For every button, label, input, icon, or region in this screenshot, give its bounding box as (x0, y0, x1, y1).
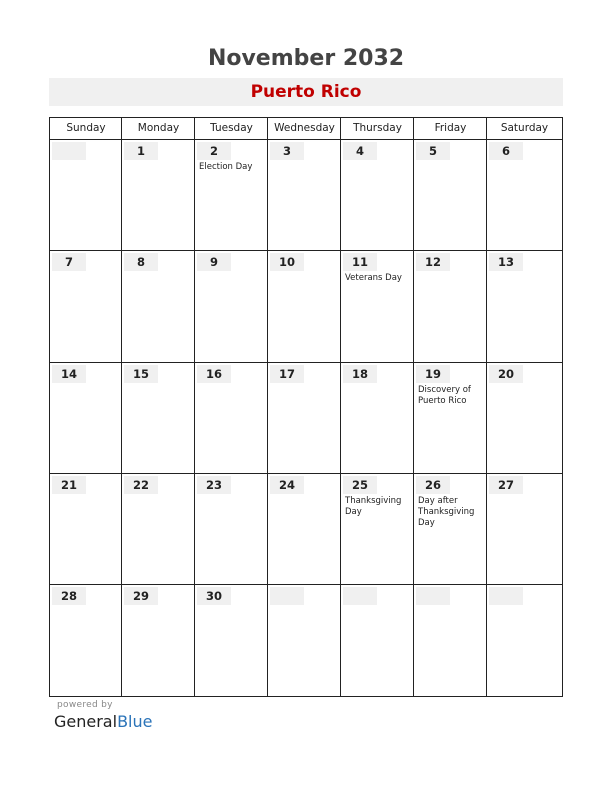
calendar-day-cell[interactable] (195, 363, 268, 474)
calendar-day-cell[interactable] (341, 140, 414, 251)
calendar-day-cell[interactable] (50, 251, 122, 363)
day-number: 18 (343, 365, 377, 383)
day-number (52, 142, 86, 160)
logo-text-general: General (54, 712, 118, 731)
calendar-day-cell[interactable] (195, 251, 268, 363)
day-number: 29 (124, 587, 158, 605)
calendar-day-cell[interactable] (122, 474, 195, 585)
day-number: 22 (124, 476, 158, 494)
holiday-label: Thanksgiving Day (345, 496, 402, 517)
calendar-day-cell[interactable] (487, 585, 562, 696)
weekday-header-friday: Friday (434, 122, 467, 134)
day-number: 1 (124, 142, 158, 160)
calendar-day-cell[interactable] (122, 363, 195, 474)
calendar-title: November 2032 (207, 46, 405, 71)
day-number: 19 (416, 365, 450, 383)
calendar-day-cell[interactable] (414, 251, 487, 363)
day-number: 25 (343, 476, 377, 494)
calendar-day-cell[interactable] (414, 140, 487, 251)
holiday-label: Discovery of Puerto Rico (418, 385, 471, 406)
calendar-day-cell[interactable] (195, 474, 268, 585)
calendar-day-cell[interactable] (414, 585, 487, 696)
calendar-day-cell[interactable] (341, 474, 414, 585)
day-number: 30 (197, 587, 231, 605)
day-number: 15 (124, 365, 158, 383)
powered-by-label: powered by (57, 700, 113, 710)
day-number: 24 (270, 476, 304, 494)
calendar-day-cell[interactable] (414, 474, 487, 585)
country-banner (49, 78, 563, 106)
day-number (343, 587, 377, 605)
day-number: 14 (52, 365, 86, 383)
weekday-header-monday: Monday (137, 122, 180, 134)
calendar-day-cell[interactable] (195, 140, 268, 251)
weekday-header-wednesday: Wednesday (274, 122, 335, 134)
weekday-header-tuesday: Tuesday (210, 122, 253, 134)
calendar-day-cell[interactable] (268, 363, 341, 474)
day-number: 3 (270, 142, 304, 160)
calendar-day-cell[interactable] (268, 474, 341, 585)
holiday-label: Election Day (199, 162, 253, 172)
day-number: 20 (489, 365, 523, 383)
calendar-grid (49, 117, 563, 697)
holiday-label: Day after Thanksgiving Day (418, 496, 475, 528)
day-number: 12 (416, 253, 450, 271)
holiday-label: Veterans Day (345, 273, 402, 283)
day-number: 28 (52, 587, 86, 605)
calendar-day-cell[interactable] (268, 585, 341, 696)
calendar-day-cell[interactable] (50, 140, 122, 251)
calendar-day-cell[interactable] (268, 251, 341, 363)
day-number: 8 (124, 253, 158, 271)
generalblue-logo[interactable] (54, 712, 152, 731)
calendar-day-cell[interactable] (50, 363, 122, 474)
day-number: 23 (197, 476, 231, 494)
country-name: Puerto Rico (250, 82, 362, 102)
calendar-day-cell[interactable] (268, 140, 341, 251)
calendar-day-cell[interactable] (487, 251, 562, 363)
calendar-day-cell[interactable] (341, 363, 414, 474)
day-number: 11 (343, 253, 377, 271)
day-number: 21 (52, 476, 86, 494)
calendar-day-cell[interactable] (122, 140, 195, 251)
calendar-day-cell[interactable] (341, 251, 414, 363)
calendar-day-cell[interactable] (414, 363, 487, 474)
day-number: 5 (416, 142, 450, 160)
calendar-day-cell[interactable] (195, 585, 268, 696)
weekday-header-thursday: Thursday (353, 122, 402, 134)
day-number: 9 (197, 253, 231, 271)
weekday-header-sunday: Sunday (66, 122, 106, 134)
day-number: 26 (416, 476, 450, 494)
day-number: 2 (197, 142, 231, 160)
day-number: 4 (343, 142, 377, 160)
weekday-header-saturday: Saturday (500, 122, 549, 134)
day-number (270, 587, 304, 605)
calendar-day-cell[interactable] (50, 474, 122, 585)
day-number (489, 587, 523, 605)
day-number (416, 587, 450, 605)
logo-text-blue: Blue (117, 712, 153, 731)
day-number: 6 (489, 142, 523, 160)
calendar-day-cell[interactable] (122, 585, 195, 696)
calendar-day-cell[interactable] (487, 363, 562, 474)
calendar-day-cell[interactable] (122, 251, 195, 363)
day-number: 13 (489, 253, 523, 271)
day-number: 16 (197, 365, 231, 383)
calendar-day-cell[interactable] (50, 585, 122, 696)
day-number: 7 (52, 253, 86, 271)
calendar-day-cell[interactable] (487, 140, 562, 251)
calendar-day-cell[interactable] (487, 474, 562, 585)
day-number: 10 (270, 253, 304, 271)
day-number: 17 (270, 365, 304, 383)
day-number: 27 (489, 476, 523, 494)
calendar-day-cell[interactable] (341, 585, 414, 696)
